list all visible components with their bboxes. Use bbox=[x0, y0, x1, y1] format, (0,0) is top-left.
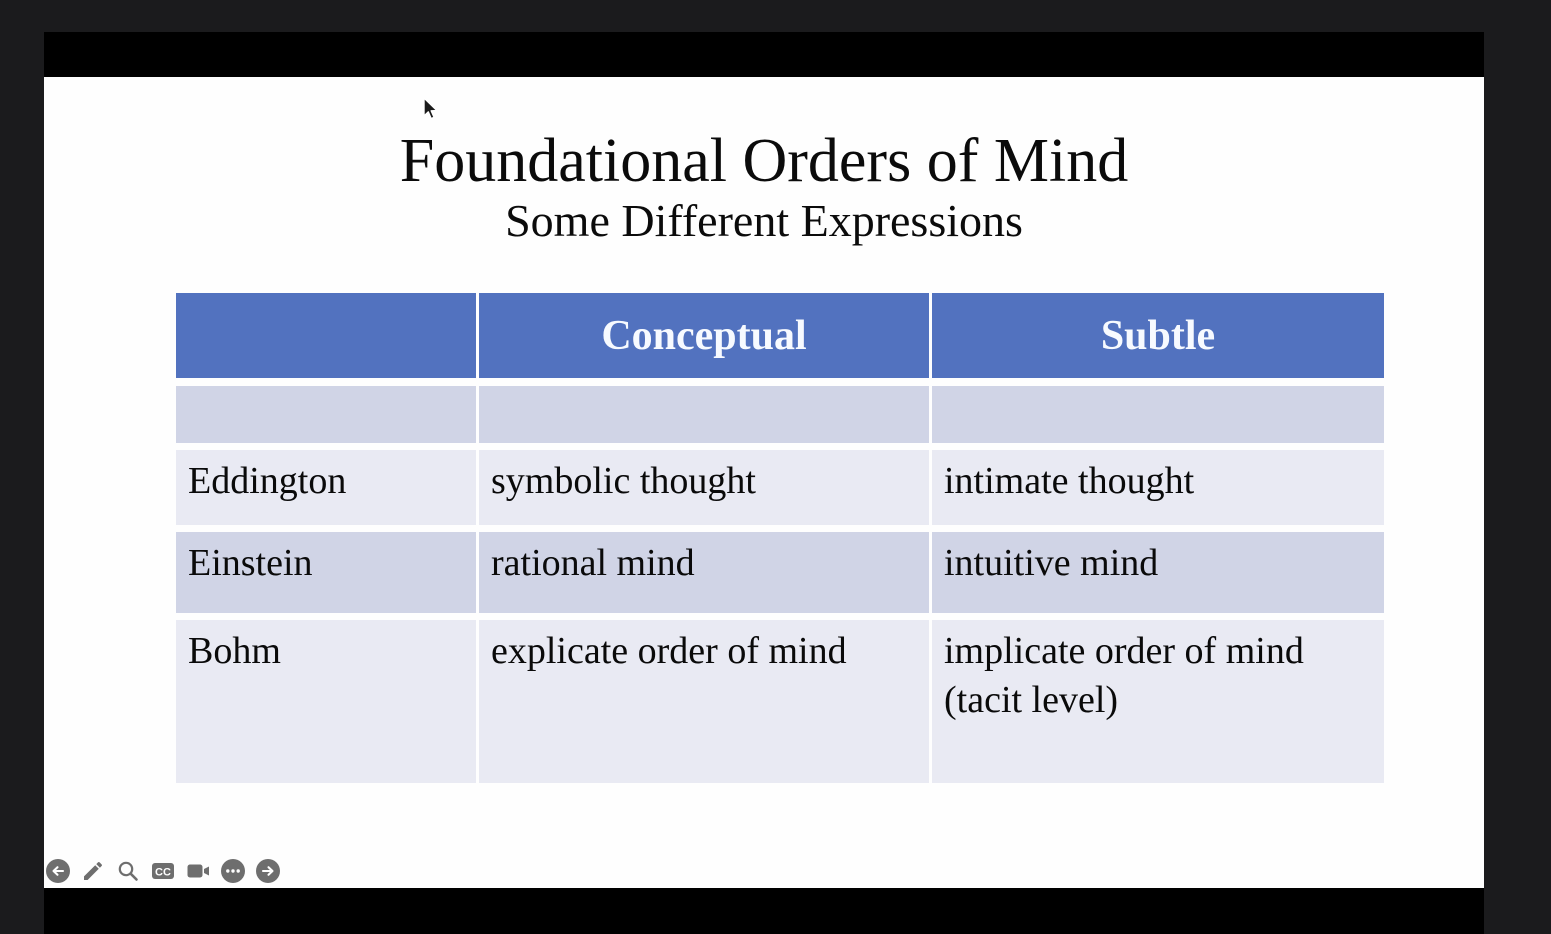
captions-button[interactable] bbox=[151, 859, 175, 883]
back-button[interactable] bbox=[46, 859, 70, 883]
forward-button[interactable] bbox=[256, 859, 280, 883]
table-header-row bbox=[176, 293, 1384, 378]
search-button[interactable] bbox=[116, 859, 140, 883]
cursor-icon bbox=[422, 97, 440, 128]
table-header-subtle: Subtle bbox=[932, 293, 1384, 378]
letterbox-bottom bbox=[44, 888, 1484, 934]
table-row bbox=[176, 386, 1384, 443]
table-cell-conceptual: explicate order of mind bbox=[479, 620, 929, 783]
video-frame bbox=[44, 32, 1484, 934]
arrow-right-circle-icon bbox=[256, 859, 280, 883]
arrow-left-circle-icon bbox=[46, 859, 70, 883]
table-cell-name: Einstein bbox=[176, 532, 476, 613]
pencil-icon bbox=[81, 859, 105, 883]
table-cell-subtle bbox=[932, 386, 1384, 443]
more-button[interactable] bbox=[221, 859, 245, 883]
camera-button[interactable] bbox=[186, 859, 210, 883]
table-cell-conceptual: symbolic thought bbox=[479, 450, 929, 525]
table-row bbox=[176, 620, 1384, 783]
slide-subtitle: Some Different Expressions bbox=[505, 195, 1023, 247]
table-cell-name: Bohm bbox=[176, 620, 476, 783]
annotation-toolbar bbox=[46, 859, 280, 883]
table-cell-name bbox=[176, 386, 476, 443]
search-icon bbox=[116, 859, 140, 883]
table-cell-subtle: intimate thought bbox=[932, 450, 1384, 525]
expressions-table bbox=[176, 293, 1384, 783]
draw-button[interactable] bbox=[81, 859, 105, 883]
table-cell-conceptual bbox=[479, 386, 929, 443]
cc-icon bbox=[151, 859, 175, 883]
slide bbox=[44, 77, 1484, 888]
table-row bbox=[176, 532, 1384, 613]
ellipsis-circle-icon bbox=[221, 859, 245, 883]
video-camera-icon bbox=[186, 859, 210, 883]
table-header-blank bbox=[176, 293, 476, 378]
slide-title: Foundational Orders of Mind bbox=[399, 127, 1129, 195]
svg-text:CC: CC bbox=[155, 866, 171, 879]
table-header-conceptual: Conceptual bbox=[479, 293, 929, 378]
table-cell-subtle: implicate order of mind (tacit level) bbox=[932, 620, 1384, 783]
table-cell-name: Eddington bbox=[176, 450, 476, 525]
table-cell-conceptual: rational mind bbox=[479, 532, 929, 613]
table-cell-subtle: intuitive mind bbox=[932, 532, 1384, 613]
table-row bbox=[176, 450, 1384, 525]
letterbox-top bbox=[44, 32, 1484, 77]
